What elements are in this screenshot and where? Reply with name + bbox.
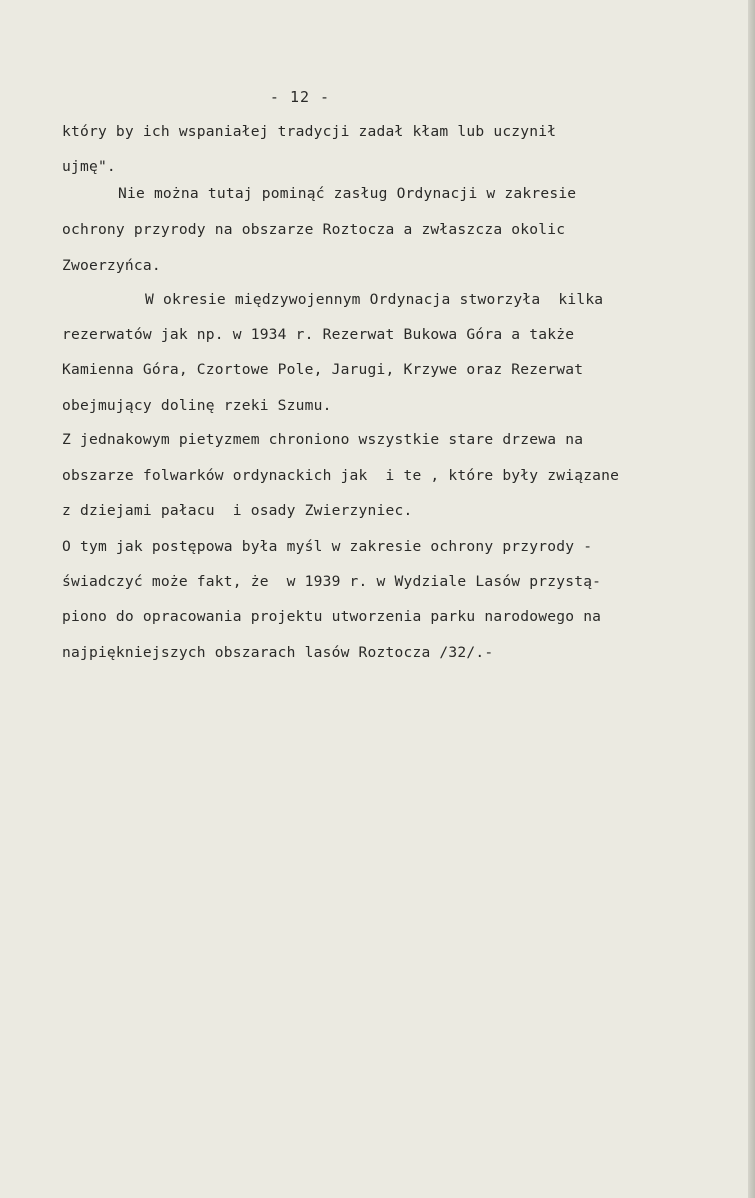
text-line: świadczyć może fakt, że w 1939 r. w Wydziale Lasów przystą- [62,573,602,590]
text-line: rezerwatów jak np. w 1934 r. Rezerwat Bukowa Góra a także [62,326,575,343]
text-line: który by ich wspaniałej tradycji zadał kłam lub uczynił [62,123,557,140]
page-number: - 12 - [269,88,331,106]
text-line: Z jednakowym pietyzmem chroniono wszystkie stare drzewa na [62,431,584,448]
text-line: O tym jak postępowa była myśl w zakresie ochrony przyrody - [62,538,593,555]
text-line: ochrony przyrody na obszarze Roztocza a zwłaszcza okolic [62,221,566,238]
text-line: najpiękniejszych obszarach lasów Roztocza /32/.- [62,644,494,661]
text-line: piono do opracowania projektu utworzenia parku narodowego na [62,608,602,625]
text-line: obszarze folwarków ordynackich jak i te , które były związane [62,467,620,484]
text-line: Zwoerzyńca. [62,257,161,274]
text-line: W okresie międzywojennym Ordynacja stworzyła kilka [145,291,604,308]
text-line: z dziejami pałacu i osady Zwierzyniec. [62,502,413,519]
text-line: ujmę". [62,158,116,175]
page-edge [748,0,755,1198]
text-line: Nie można tutaj pominąć zasług Ordynacji w zakresie [118,185,577,202]
text-line: Kamienna Góra, Czortowe Pole, Jarugi, Krzywe oraz Rezerwat [62,361,584,378]
text-line: obejmujący dolinę rzeki Szumu. [62,397,332,414]
